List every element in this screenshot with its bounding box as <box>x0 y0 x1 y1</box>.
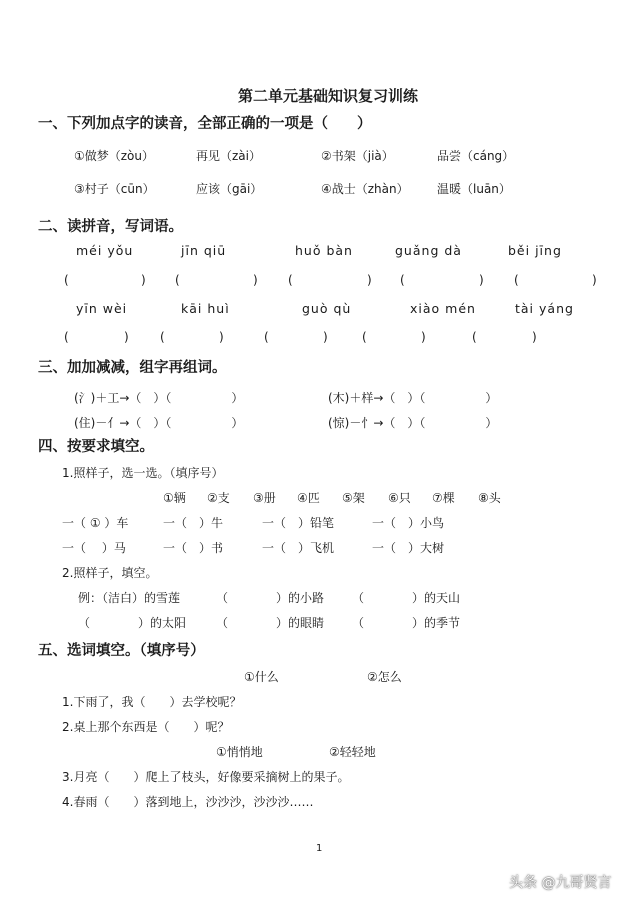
option: ①什么 <box>244 670 279 684</box>
pinyin: kāi huì <box>181 301 230 316</box>
compose-line: (木)＋样→（ ）（ ） <box>328 391 498 405</box>
answer-paren: ( <box>175 273 180 287</box>
fill-item: （ ）的小路 <box>216 591 325 605</box>
fill-item: 例：（洁白）的雪莲 <box>78 591 181 605</box>
fill-item: （ ）的眼睛 <box>216 616 325 630</box>
section-2-heading: 二、读拼音，写词语。 <box>38 219 183 235</box>
compose-line: (氵)＋工→（ ）（ ） <box>74 391 244 405</box>
option: ②怎么 <box>367 670 402 684</box>
question: 3.月亮（ ）爬上了枝头，好像要采摘树上的果子。 <box>62 770 350 784</box>
measure-word-item: 一（ ）大树 <box>372 541 445 555</box>
compose-line: (惊)－忄→（ ）（ ） <box>328 416 498 430</box>
s1-option: 品尝（cáng） <box>437 149 515 163</box>
answer-paren: ) <box>253 273 258 287</box>
answer-paren: ) <box>421 330 426 344</box>
answer-paren: ( <box>64 273 69 287</box>
answer-paren: ) <box>532 330 537 344</box>
option: ⑦棵 <box>432 491 455 505</box>
s1-option: 再见（zài） <box>196 149 261 163</box>
option: ⑥只 <box>388 491 411 505</box>
fill-item: （ ）的天山 <box>352 591 461 605</box>
section-3-heading: 三、加加减减，组字再组词。 <box>38 360 227 376</box>
s1-option: ①做梦（zòu） <box>74 149 155 163</box>
question: 2.桌上那个东西是（ ）呢？ <box>62 720 230 734</box>
answer-paren: ( <box>288 273 293 287</box>
answer-paren: ( <box>64 330 69 344</box>
answer-paren: ) <box>219 330 224 344</box>
question: 4.春雨（ ）落到地上，沙沙沙，沙沙沙…… <box>62 795 314 809</box>
pinyin: tài yáng <box>515 301 574 316</box>
measure-word-item: 一（ ）牛 <box>163 516 224 530</box>
question: 1.照样子，选一选。（填序号） <box>62 466 224 480</box>
answer-paren: ( <box>362 330 367 344</box>
pinyin: jīn qiū <box>181 243 227 258</box>
option: ①悄悄地 <box>216 745 263 759</box>
option: ④匹 <box>297 491 320 505</box>
page-number: 1 <box>316 843 323 854</box>
option: ①辆 <box>163 491 186 505</box>
pinyin: xiào mén <box>410 301 476 316</box>
s1-option: 温暖（luān） <box>437 182 511 196</box>
measure-word-item: 一（ ）飞机 <box>262 541 335 555</box>
page-title: 第二单元基础知识复习训练 <box>238 87 419 105</box>
answer-paren: ( <box>514 273 519 287</box>
answer-paren: ) <box>479 273 484 287</box>
answer-paren: ( <box>264 330 269 344</box>
section-5-heading: 五、选词填空。（填序号） <box>38 643 205 659</box>
question: 2.照样子，填空。 <box>62 566 158 580</box>
option: ②轻轻地 <box>329 745 376 759</box>
pinyin: huǒ bàn <box>295 243 353 258</box>
question: 1.下雨了，我（ ）去学校呢？ <box>62 695 242 709</box>
s1-option: ②书架（jià） <box>321 149 394 163</box>
answer-paren: ( <box>472 330 477 344</box>
measure-word-item: 一（ ）书 <box>163 541 224 555</box>
section-1-heading: 一、下列加点字的读音，全部正确的一项是（ ） <box>38 116 372 132</box>
answer-paren: ) <box>367 273 372 287</box>
fill-item: （ ）的季节 <box>352 616 461 630</box>
answer-paren: ) <box>141 273 146 287</box>
pinyin: guǎng dà <box>395 243 462 258</box>
measure-word-item: 一（ ）铅笔 <box>262 516 335 530</box>
pinyin: guò qù <box>302 301 352 316</box>
answer-paren: ( <box>160 330 165 344</box>
answer-paren: ) <box>323 330 328 344</box>
answer-paren: ( <box>400 273 405 287</box>
option: ②支 <box>207 491 230 505</box>
compose-line: (住)－亻→（ ）（ ） <box>74 416 244 430</box>
s1-option: ③村子（cūn） <box>74 182 155 196</box>
measure-word-item: 一（ ① ）车 <box>62 516 129 530</box>
section-4-heading: 四、按要求填空。 <box>38 439 154 455</box>
s1-option: 应该（gāi） <box>196 182 263 196</box>
answer-paren: ) <box>124 330 129 344</box>
watermark: 头条 @九哥贤言 <box>509 875 612 891</box>
pinyin: méi yǒu <box>76 243 134 258</box>
pinyin: yīn wèi <box>76 301 128 316</box>
measure-word-item: 一（ ）马 <box>62 541 126 555</box>
s1-option: ④战士（zhàn） <box>321 182 409 196</box>
answer-paren: ) <box>592 273 597 287</box>
option: ⑤架 <box>342 491 365 505</box>
option: ⑧头 <box>478 491 501 505</box>
measure-word-item: 一（ ）小鸟 <box>372 516 445 530</box>
pinyin: běi jīng <box>508 243 562 258</box>
option: ③册 <box>253 491 276 505</box>
fill-item: （ ）的太阳 <box>78 616 187 630</box>
